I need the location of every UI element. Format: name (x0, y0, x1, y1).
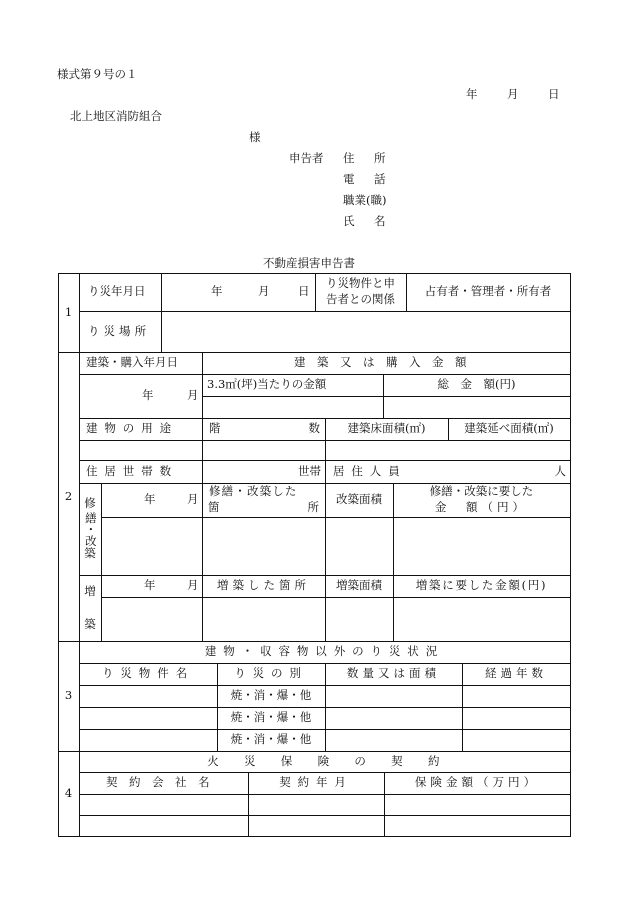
document-title: 不動産損害申告書 (263, 256, 355, 270)
renovation-place-sho: 所 (307, 500, 319, 514)
floor-area-label: 建築床面積(㎡) (347, 421, 426, 436)
elapsed-years-header: 経過年数 (484, 666, 548, 681)
extension-side-label-1: 増 (84, 583, 96, 598)
date-month-label: 月 (507, 87, 519, 101)
renovation-cost-label (393, 483, 570, 517)
build-year-label: 年 (142, 388, 154, 403)
households-label: 住居世帯数 (86, 463, 178, 478)
damage-type-option[interactable]: 焼・消・爆・他 (230, 732, 312, 747)
disaster-month-label: 月 (258, 284, 270, 299)
build-month-label: 月 (187, 388, 199, 403)
applicant-label: 申告者 (289, 151, 324, 165)
renovation-month-label: 月 (187, 492, 199, 507)
renovation-place-ka: 箇 (208, 500, 220, 514)
contract-date-header: 契約年月 (279, 775, 353, 790)
honorific: 様 (249, 130, 261, 144)
extension-place-label: 増築した箇所 (216, 578, 311, 593)
extension-date-field[interactable] (101, 575, 202, 597)
disaster-day-label: 日 (298, 284, 310, 299)
section-2-number: 2 (64, 488, 73, 503)
build-date-label: 建築・購入年月日 (86, 355, 178, 370)
build-date-field[interactable] (79, 374, 202, 418)
extension-year-label: 年 (144, 578, 156, 593)
owner-type-options[interactable]: 占有者・管理者・所有者 (424, 284, 552, 299)
renovation-side-label-2: 繕・改 (83, 511, 98, 547)
households-unit: 世帯 (298, 463, 321, 478)
renovation-place-label (202, 483, 325, 517)
disaster-place-label: り災場所 (88, 323, 151, 338)
relation-label-line1: り災物件と申 (326, 276, 395, 291)
date-year-label: 年 (466, 87, 478, 101)
renovation-side-label-1: 修 (84, 496, 96, 511)
residents-unit: 人 (554, 463, 566, 478)
quantity-area-header: 数量又は面積 (346, 666, 441, 681)
renovation-side-label (79, 483, 101, 575)
damage-type-header: り災の別 (234, 666, 308, 681)
renovation-area-label: 改築面積 (336, 492, 382, 507)
insurance-company-header: 契約会社名 (106, 775, 221, 790)
total-floor-area-label: 建築延べ面積(㎡) (464, 421, 554, 436)
extension-side-label (79, 575, 101, 641)
address-label: 住 所 (343, 151, 390, 165)
phone-label: 電 話 (343, 172, 390, 186)
insurance-amount-header: 保険金額（万円） (414, 775, 540, 790)
per-tsubo-label: 3.3㎡(坪)当たりの金額 (207, 377, 327, 392)
date-day-label: 日 (548, 87, 560, 101)
renovation-place-line2 (202, 500, 325, 516)
building-use-label: 建物の用途 (86, 421, 178, 436)
extension-cost-label: 増築に要した金額(円) (415, 578, 548, 593)
extension-month-label: 月 (187, 578, 199, 593)
renovation-side-label-3: 築 (84, 546, 96, 561)
disaster-date-field[interactable] (161, 273, 315, 311)
other-damage-header: 建物・収容物以外のり災状況 (204, 644, 445, 659)
renovation-year-label: 年 (144, 492, 156, 507)
renovation-cost-line1: 修繕・改築に要した (429, 484, 534, 499)
damage-type-option[interactable]: 焼・消・爆・他 (230, 710, 312, 725)
extension-side-label-2: 築 (84, 616, 96, 631)
floors-unit: 数 (308, 421, 320, 436)
addressee: 北上地区消防組合 (70, 109, 162, 123)
occupation-label: 職業(職) (343, 193, 387, 207)
relation-label (315, 273, 406, 311)
floors-label: 階 (209, 421, 221, 436)
total-amount-label: 総 金 額(円) (437, 377, 516, 392)
disaster-date-label: り災年月日 (88, 284, 146, 299)
section-1-number: 1 (64, 305, 73, 320)
residents-label: 居住人員 (333, 463, 407, 478)
section-4-number: 4 (64, 785, 73, 800)
renovation-place-line1: 修繕・改築した (209, 484, 298, 499)
build-cost-header: 建築又は購入金額 (294, 355, 478, 370)
renovation-date-field[interactable] (101, 483, 202, 517)
disaster-place-field[interactable] (161, 311, 570, 352)
fire-insurance-header: 火災保険の契約 (207, 753, 465, 768)
renovation-cost-line2: 金 額（円） (434, 500, 529, 514)
disaster-year-label: 年 (211, 284, 223, 299)
relation-label-line2: 告者との関係 (326, 292, 395, 306)
damaged-item-header: り災物件名 (102, 666, 194, 681)
form-number: 様式第９号の１ (57, 67, 138, 81)
damage-type-option[interactable]: 焼・消・爆・他 (230, 688, 312, 703)
name-label: 氏 名 (343, 214, 390, 228)
section-3-number: 3 (64, 688, 73, 703)
extension-area-label: 増築面積 (336, 578, 382, 593)
